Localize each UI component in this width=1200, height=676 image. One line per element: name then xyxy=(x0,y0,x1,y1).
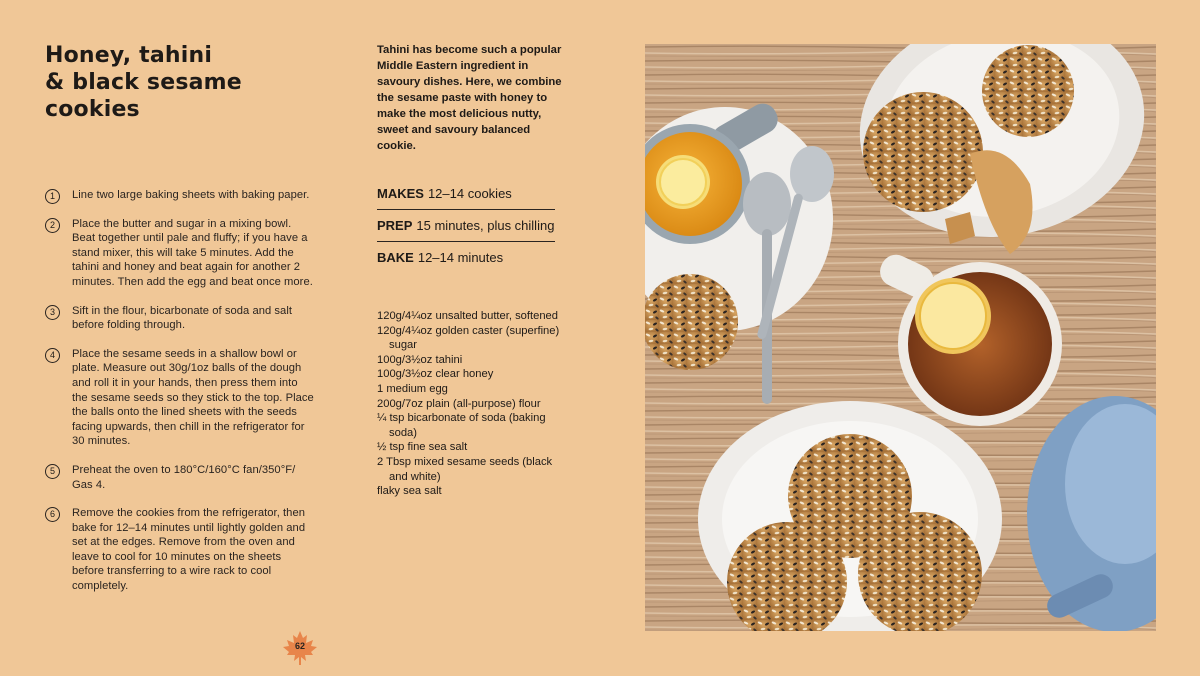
recipe-title xyxy=(45,42,345,123)
recipe-meta xyxy=(377,186,555,281)
ingredient: 100g/3½oz clear honey xyxy=(377,368,494,381)
method-step xyxy=(45,217,315,290)
makes-value: 12–14 cookies xyxy=(427,186,512,201)
ingredient: 2 Tbsp mixed sesame seeds (black and white) xyxy=(377,455,553,483)
step-text: Place the butter and sugar in a mixing bowl. Beat together until pale and fluffy; if you have a stand mixer, this will take 5 minutes. Add the tahini and honey and beat again for another 2 minutes. Then add the egg and beat once more. xyxy=(72,217,313,288)
makes-label: MAKES xyxy=(377,186,424,201)
prep-label: PREP xyxy=(377,218,413,233)
ingredient: 200g/7oz plain (all-purpose) flour xyxy=(377,397,541,410)
recipe-photo xyxy=(645,44,1156,631)
step-text: Sift in the flour, bicarbonate of soda and salt before folding through. xyxy=(72,304,293,332)
title-line: & black sesame xyxy=(45,70,242,95)
ingredients-list xyxy=(377,309,562,499)
ingredient: flaky sea salt xyxy=(377,485,442,498)
ingredient: 100g/3½oz tahini xyxy=(377,353,463,366)
step-number: 4 xyxy=(45,348,60,363)
ingredient: 1 medium egg xyxy=(377,382,448,395)
ingredient: ¼ tsp bicarbonate of soda (baking soda) xyxy=(377,412,546,439)
bake-label: BAKE xyxy=(377,250,414,265)
method-step xyxy=(45,304,315,333)
cookies-photo-illustration xyxy=(645,44,1156,631)
step-text: Remove the cookies from the refrigerator, then bake for 12–14 minutes until lightly golden and set at the edges. Remove from the oven and leave to cool for 10 minutes on the sheets before transferring to a wire rack to cool completely. xyxy=(72,507,306,593)
bake-row xyxy=(377,250,555,273)
page-badge xyxy=(282,630,318,666)
intro-text: Tahini has become such a popular Middle Eastern ingredient in savoury dishes. Here, we combine the sesame paste with honey to make the most delicious nutty, sweet and savoury balanced cookie. xyxy=(377,44,562,152)
step-number: 6 xyxy=(45,507,60,522)
prep-row xyxy=(377,218,555,242)
ingredient: 120g/4¼oz golden caster (superfine) sugar xyxy=(377,324,560,352)
method-step xyxy=(45,463,315,492)
title-line: Honey, tahini xyxy=(45,43,213,68)
method-step xyxy=(45,347,315,449)
method-step xyxy=(45,506,315,594)
method-step xyxy=(45,188,315,203)
step-number: 3 xyxy=(45,305,60,320)
ingredient: ½ tsp fine sea salt xyxy=(377,441,468,454)
title-line: cookies xyxy=(45,97,140,122)
step-text: Preheat the oven to 180°C/160°C fan/350°F/ Gas 4. xyxy=(72,463,296,491)
step-number: 1 xyxy=(45,189,60,204)
bake-value: 12–14 minutes xyxy=(417,250,504,265)
prep-value: 15 minutes, plus chilling xyxy=(416,218,555,233)
step-number: 2 xyxy=(45,218,60,233)
step-number: 5 xyxy=(45,464,60,479)
ingredient: 120g/4¼oz unsalted butter, softened xyxy=(377,310,559,322)
makes-row xyxy=(377,186,555,210)
step-text: Line two large baking sheets with baking paper. xyxy=(72,189,310,201)
step-text: Place the sesame seeds in a shallow bowl or plate. Measure out 30g/1oz balls of the dough and roll it in your hands, then press them into the sesame seeds so they stick to the top. Place the balls onto the lined sheets with the seeds facing upwards, then chill in the refrigerator for 30 minutes. xyxy=(72,347,314,448)
method-steps xyxy=(45,188,315,608)
page-number: 62 xyxy=(294,641,305,651)
